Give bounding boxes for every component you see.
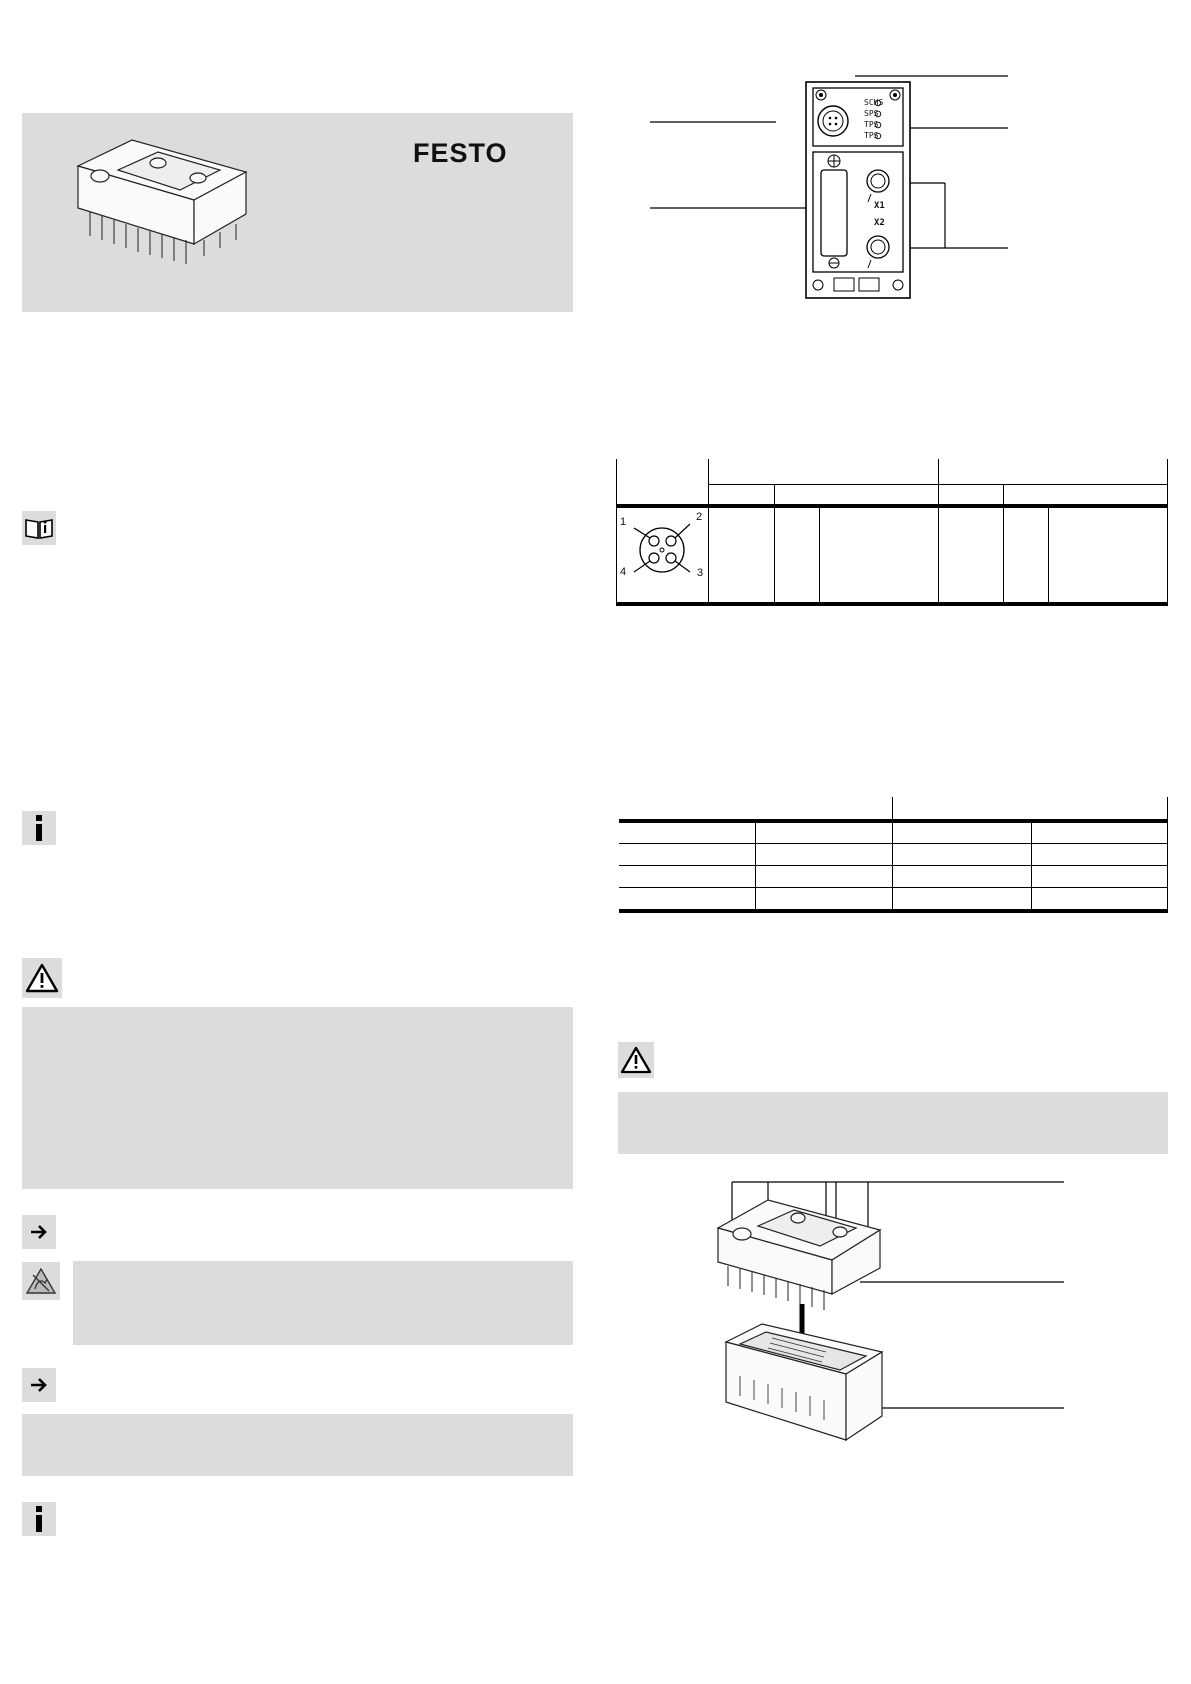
esd-text-block [73,1261,573,1345]
led-label: TPS [864,120,879,129]
mounting-illustration [710,1176,1070,1446]
info-icon [22,1502,56,1536]
led-label: SCHS [864,98,884,107]
product-module-image [70,136,270,276]
m12-pin-diagram [620,512,710,592]
note-text-block [22,1414,573,1476]
led-label: TPS [864,131,879,140]
led-label: SPS [864,109,879,118]
port-label-x2: X2 [874,218,885,228]
arrow-right-icon [22,1215,56,1249]
arrow-right-icon [22,1368,56,1402]
warning-icon [22,958,62,998]
pin-2-label: 2 [696,511,703,523]
pin-1-label: 1 [620,516,627,528]
manual-info-icon [22,511,56,545]
warning-text-block [22,1007,573,1189]
info-icon [22,811,56,845]
esd-icon [22,1262,60,1300]
warning-text-block [618,1092,1168,1154]
festo-logo: FESTO [413,138,508,168]
warning-icon [618,1042,654,1078]
pin-3-label: 3 [697,567,704,579]
port-label-x1: X1 [874,201,885,211]
pin-4-label: 4 [620,566,627,578]
module-front-view [650,72,1020,312]
